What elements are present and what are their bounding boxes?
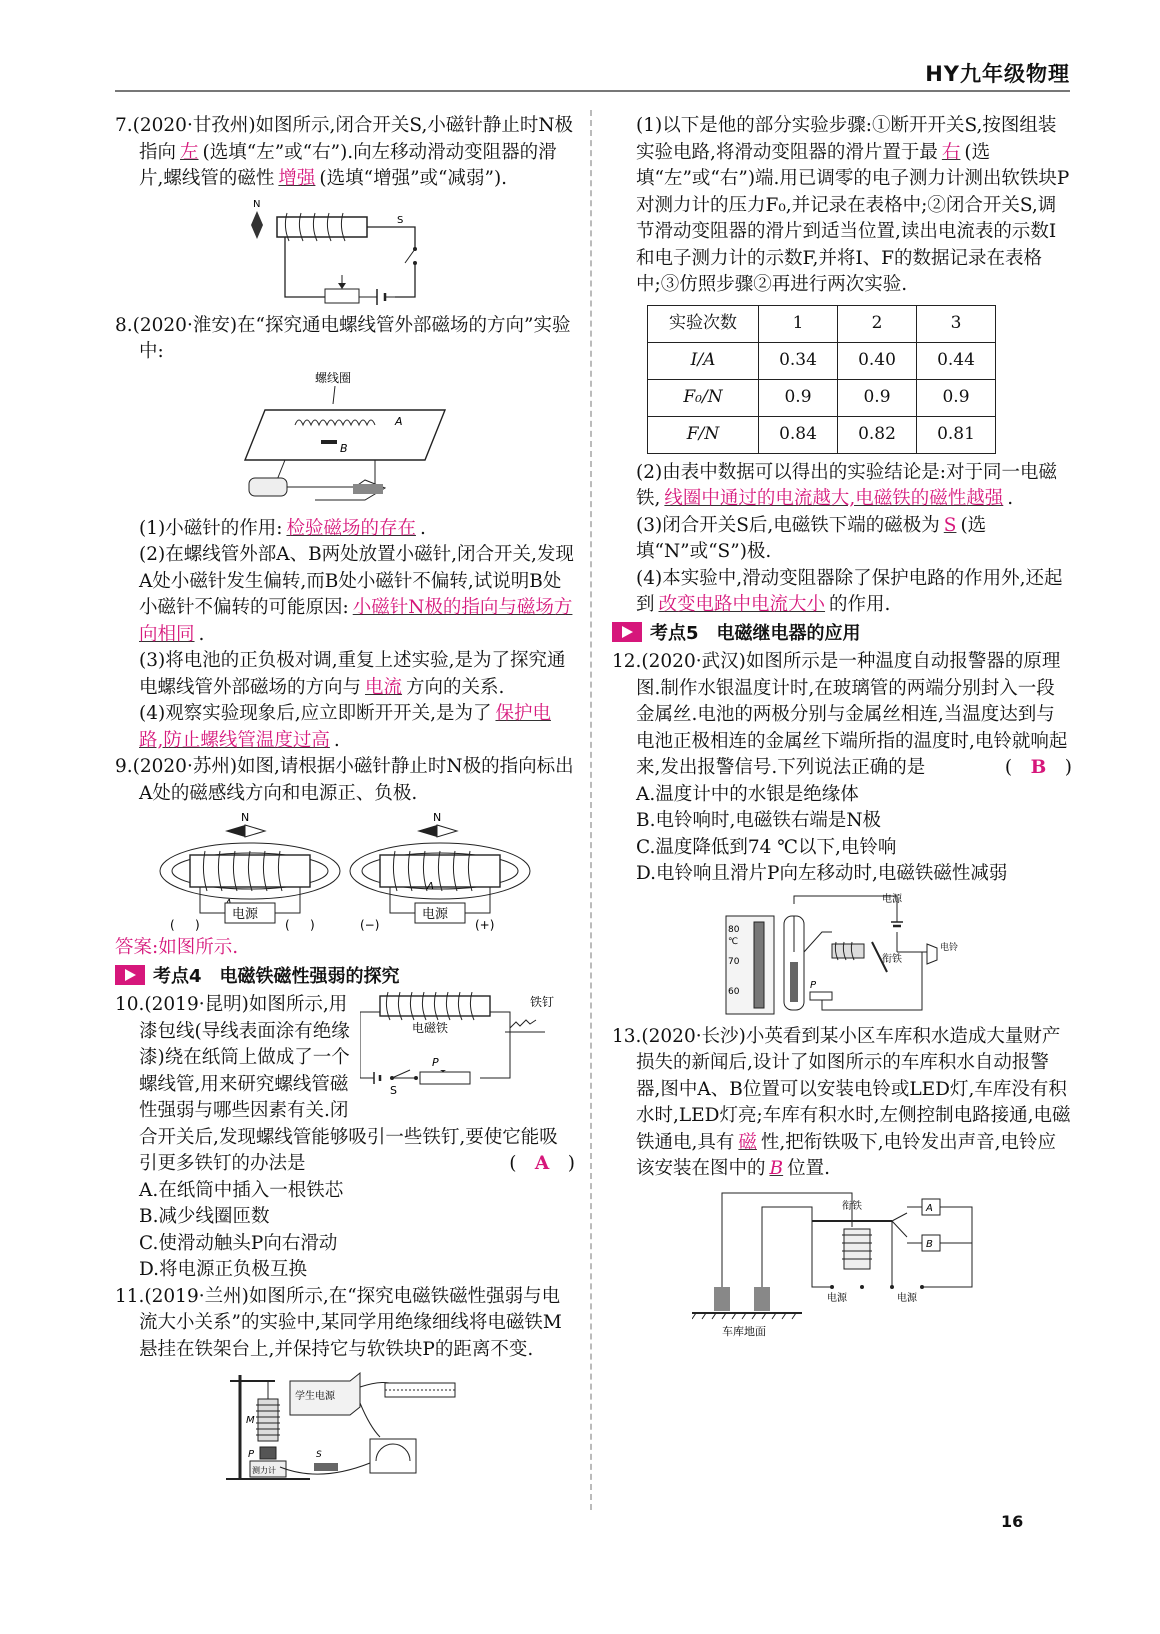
q9-label-n2: N xyxy=(433,811,442,824)
q13-label-a: A xyxy=(926,1202,933,1214)
q12-answer-bracket: ( B ) xyxy=(1004,757,1072,778)
section-4-heading: 考点4 电磁铁磁性强弱的探究 xyxy=(115,964,575,991)
q11-part-4: (4)本实验中,滑动变阻器除了保护电路的作用外,还起到 改变电路中电流大小 的作用. xyxy=(636,567,1063,615)
column-divider xyxy=(590,110,592,1510)
question-13: 13.(2020·长沙)小英看到某小区车库积水造成大量财产损失的新闻后,设计了如图所示的车库积水自动报警器,图中A、B位置可以安装电铃或LED灯,车库没有积水时,LED灯亮;车库有积水时,左侧控制电路接通,电磁铁通电,具有 磁 性,把衔铁吸下,电铃发出声音,电铃应该安装在图中的 B 位置. xyxy=(612,1025,1071,1179)
q9-left-diagram xyxy=(160,811,340,931)
q13-figure xyxy=(692,1187,992,1347)
table-row: 实验次数 1 2 3 xyxy=(648,305,996,342)
q8-figure xyxy=(225,370,465,512)
svg-text:(−): (−) xyxy=(360,918,380,931)
q11-label-s: S xyxy=(316,1450,322,1460)
q8-switch xyxy=(353,484,383,494)
q9-label-a2: A xyxy=(427,881,434,892)
q10-answer-bracket: ( A ) xyxy=(509,1153,575,1174)
q7-solenoid xyxy=(277,217,367,237)
q10-label-nails: 铁钉 xyxy=(530,995,555,1009)
q12-label-bell: 电铃 xyxy=(940,942,959,953)
q10-label-magnet: 电磁铁 xyxy=(412,1021,449,1035)
q10-option-c: C.使滑动触头P向右滑动 xyxy=(139,1232,338,1254)
q12-answer: B xyxy=(1030,757,1047,778)
q9-label-power1: 电源 xyxy=(232,907,259,922)
play-icon xyxy=(115,965,145,985)
section-5-heading: 考点5 电磁继电器的应用 xyxy=(612,621,1072,648)
q10-option-d: D.将电源正负极互换 xyxy=(139,1259,308,1280)
q11-label-meter: 测力计 xyxy=(252,1466,276,1475)
svg-text:80: 80 xyxy=(728,924,740,935)
q8-part-1: (1)小磁针的作用: 检验磁场的存在 . xyxy=(139,517,426,539)
page-number: 16 xyxy=(1001,1512,1024,1531)
svg-text:70: 70 xyxy=(728,956,740,967)
svg-text:(+): (+) xyxy=(475,918,495,931)
q10-option-a: A.在纸筒中插入一根铁芯 xyxy=(139,1179,344,1201)
q8-coil xyxy=(295,420,375,425)
q13-label-power1: 电源 xyxy=(827,1292,847,1304)
q11-figure xyxy=(220,1367,470,1487)
compass-needle xyxy=(251,211,263,239)
svg-text:): ) xyxy=(195,918,200,931)
q9-label-n1: N xyxy=(241,811,250,824)
thermometer xyxy=(754,922,764,1008)
q11-label-p: P xyxy=(248,1449,255,1460)
q8-part-3: (3)将电池的正负极对调,重复上述实验,是为了探究通电螺线管外部磁场的方向与 电流 方向的关系. xyxy=(139,650,566,698)
q11-data-table xyxy=(647,305,996,454)
q8-label-b: B xyxy=(340,441,348,455)
play-icon xyxy=(612,622,642,642)
q10-option-b: B.减少线圈匝数 xyxy=(139,1206,270,1227)
q11-label-m: M xyxy=(246,1415,255,1426)
question-7: 7.(2020·甘孜州)如图所示,闭合开关S,小磁针静止时N极指向 左 (选填“左”或“右”).向左移动滑动变阻器的滑片,螺线管的磁性 增强 (选填“增强”或“减弱”). xyxy=(115,115,574,189)
q10-label-s: S xyxy=(390,1084,397,1097)
q13-label-power2: 电源 xyxy=(897,1292,917,1304)
q12-option-d: D.电铃响且滑片P向左移动时,电磁铁磁性减弱 xyxy=(636,863,1008,884)
q9-answer: 答案:如图所示. xyxy=(115,937,239,958)
svg-text:(: ( xyxy=(285,918,290,931)
q12-option-b: B.电铃响时,电磁铁右端是N极 xyxy=(636,810,882,831)
question-12: 12.(2020·武汉)如图所示是一种温度自动报警器的原理图.制作水银温度计时,在玻璃管的两端分别封入一段金属丝.电池的两极分别与金属丝相连,当温度达到与电池正极相连的金属丝下端所指的温度时,电铃就响起来,发出报警信号.下列说法正确的是 ( B ) xyxy=(612,649,1072,782)
page-header xyxy=(115,56,1070,92)
q11-part-3: (3)闭合开关S后,电磁铁下端的磁极为 S (选填“N”或“S”)极. xyxy=(636,514,987,562)
q8-label-a: A xyxy=(395,414,403,428)
question-8: 8.(2020·淮安)在“探究通电螺线管外部磁场的方向”实验中: xyxy=(115,314,571,362)
svg-text:): ) xyxy=(310,918,315,931)
q12-option-a: A.温度计中的水银是绝缘体 xyxy=(636,783,859,805)
table-row: F/N 0.84 0.82 0.81 xyxy=(648,416,996,453)
q13-label-floor: 车库地面 xyxy=(722,1324,766,1338)
q13-label-b: B xyxy=(926,1238,933,1250)
bell-icon xyxy=(927,944,937,964)
q10-label-p: P xyxy=(432,1056,439,1069)
q7-rheostat xyxy=(325,289,359,303)
q11-label-power: 学生电源 xyxy=(295,1391,335,1402)
q7-answer-2: 增强 xyxy=(278,168,316,189)
question-10: 10.(2019·昆明)如图所示,用漆包线(导线表面涂有绝缘漆)绕在纸筒上做成了一个螺线管,用来研究螺线管磁性强弱与哪些因素有关.闭合开关后,发现螺线管能够吸引一些铁钉,要使它能吸引更多铁钉的办法是 ( A ) xyxy=(115,992,575,1178)
q7-answer-1: 左 xyxy=(180,141,199,163)
q7-label-s: S xyxy=(397,214,404,226)
left-column xyxy=(115,113,575,1491)
q8-part-4: (4)观察实验现象后,应立即断开开关,是为了 保护电路,防止螺线管温度过高 . xyxy=(139,703,551,751)
question-9: 9.(2020·苏州)如图,请根据小磁针静止时N极的指向标出A处的磁感线方向和电源正、负极. xyxy=(115,756,574,804)
q10-answer: A xyxy=(534,1153,550,1174)
q12-figure xyxy=(722,892,962,1020)
q7-figure xyxy=(245,197,445,309)
q8-part-2: (2)在螺线管外部A、B两处放置小磁针,闭合开关,发现A处小磁针发生偏转,而B处小磁针不偏转,试说明B处小磁针不偏转的可能原因: 小磁针N极的指向与磁场方向相同 . xyxy=(139,544,574,645)
table-row: I/A 0.34 0.40 0.44 xyxy=(648,342,996,379)
q11-part-1: (1)以下是他的部分实验步骤:①断开开关S,按图组装实验电路,将滑动变阻器的滑片置于最 右 (选填“左”或“右”)端.用已调零的电子测力计测出软铁块P对测力计的压力F₀,并记录在表格中;②闭合开关S,调节滑动变阻器的滑片到适当位置,读出电流表的示数I和电子测力计的示数F,并将I、F的数据记录在表格中;③仿照步骤②再进行两次实验. xyxy=(636,115,1070,295)
table-row: F₀/N 0.9 0.9 0.9 xyxy=(648,379,996,416)
question-11: 11.(2019·兰州)如图所示,在“探究电磁铁磁性强弱与电流大小关系”的实验中,某同学用绝缘细线将电磁铁M悬挂在铁架台上,并保持它与软铁块P的距离不变. xyxy=(115,1285,562,1360)
svg-text:(: ( xyxy=(170,918,175,931)
q8-label-coil: 螺线圈 xyxy=(315,370,352,385)
header-title: HY九年级物理 xyxy=(925,62,1070,86)
q12-option-c: C.温度降低到74 ℃以下,电铃响 xyxy=(636,836,897,858)
q11-part-2: (2)由表中数据可以得出的实验结论是:对于同一电磁铁, 线圈中通过的电流越大,电磁铁的磁性越强 . xyxy=(636,461,1057,509)
q13-label-armature: 衔铁 xyxy=(842,1200,862,1212)
q9-label-power2: 电源 xyxy=(422,907,449,922)
svg-text:60: 60 xyxy=(728,986,740,997)
q10-figure xyxy=(360,992,575,1102)
q12-label-p: P xyxy=(810,979,817,991)
right-column xyxy=(612,113,1072,1351)
q12-label-armature: 衔铁 xyxy=(882,953,902,965)
q12-label-power: 电源 xyxy=(882,893,902,905)
q8-battery xyxy=(249,478,287,496)
q9-figure xyxy=(155,811,535,931)
q7-label-n: N xyxy=(253,198,261,210)
svg-text:℃: ℃ xyxy=(728,936,739,947)
q9-right-diagram xyxy=(350,811,530,931)
